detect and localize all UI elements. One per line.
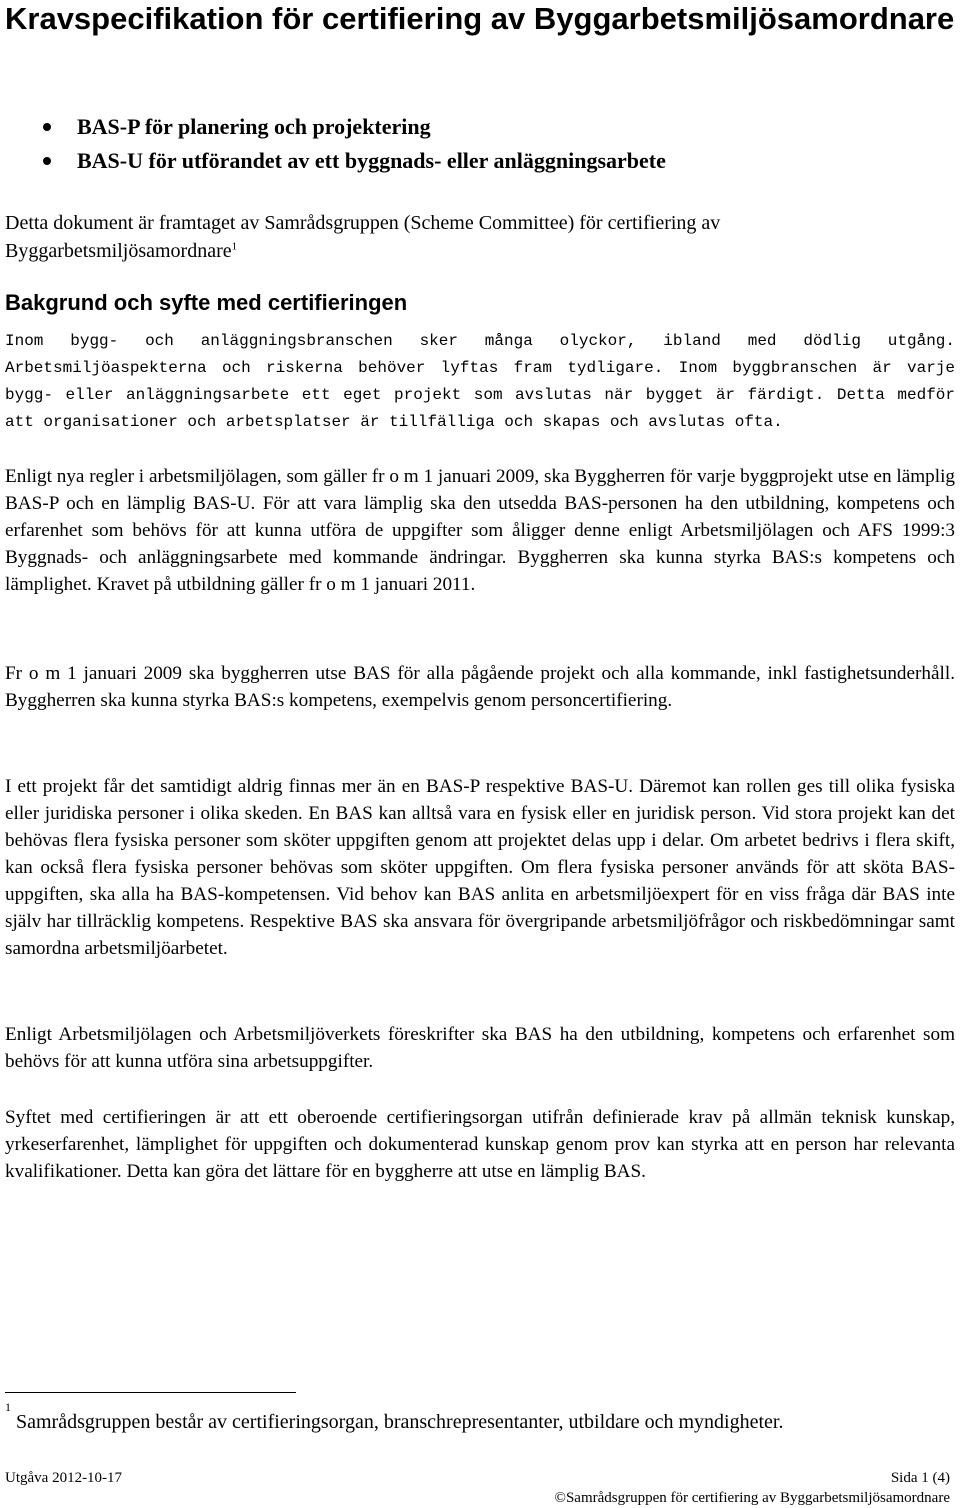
footer-edition: Utgåva 2012-10-17 — [5, 1470, 123, 1486]
document-title: Kravspecifikation för certifiering av Byggarbetsmiljösamordnare — [5, 1, 955, 36]
bullet-item-label: BAS-P för planering och projektering — [77, 114, 431, 139]
footnote — [5, 1400, 960, 1436]
footer-copyright: ©Samrådsgruppen för certifiering av Byggarbetsmiljösamordnare — [554, 1490, 950, 1506]
intro-text: Detta dokument är framtaget av Samrådsgruppen (Scheme Committee) för certifiering av Byggarbetsmiljösamordnare — [5, 212, 721, 262]
footnote-text: Samrådsgruppen består av certifieringsorgan, branschrepresentanter, utbildare och myndigheter. — [16, 1411, 784, 1433]
footnote-number: 1 — [5, 1400, 11, 1415]
bullet-item-bas-p — [5, 110, 955, 144]
paragraph-requirements: Enligt Arbetsmiljölagen och Arbetsmiljöverkets föreskrifter ska BAS ha den utbildning, kompetens och erfarenhet som behövs för att kunna utföra sina arbetsuppgifter. — [5, 1024, 955, 1072]
footnote-separator — [5, 1392, 296, 1393]
paragraph-appointment: Fr o m 1 januari 2009 ska byggherren utse BAS för alla pågående projekt och alla kommande, inkl fastighetsunderhåll. Byggherren ska kunna styrka BAS:s kompetens, exempelvis genom personcertifiering. — [5, 663, 955, 711]
paragraph-new-rules: Enligt nya regler i arbetsmiljölagen, som gäller fr o m 1 januari 2009, ska Byggherren för varje byggprojekt utse en lämplig BAS-P och en lämplig BAS-U. För att vara lämplig ska den utsedda BAS-personen ha den utbildning, kompetens och erfarenhet som behövs för att kunna utföra de uppgifter som åligger denne enligt Arbetsmiljölagen och AFS 1999:3 Byggnads- och anläggningsarbete med kommande ändringar. Byggherren ska kunna styrka BAS:s kompetens och lämplighet. Kravet på utbildning gäller fr o m 1 januari 2011. — [5, 466, 955, 595]
bullet-dot-icon — [43, 123, 51, 131]
role-bullet-list — [5, 110, 955, 178]
footnote-reference: 1 — [231, 240, 238, 253]
page-number: Sida 1 (4) — [890, 1470, 950, 1486]
bullet-item-bas-u — [5, 144, 955, 178]
footer-right — [555, 1468, 950, 1508]
paragraph-background: Inom bygg- och anläggningsbranschen sker många olyckor, ibland med dödlig utgång. Arbetsmiljöaspekterna och riskerna behöver lyftas fram tydligare. Inom byggbranschen är varje bygg- eller anläggningsarbete ett eget projekt som avslutas när bygget är färdigt. Detta medför att organisationer och arbetsplatser är tillfälliga och skapas och avslutas ofta. — [5, 332, 955, 431]
bullet-dot-icon — [43, 157, 51, 165]
paragraph-roles: I ett projekt får det samtidigt aldrig finnas mer än en BAS-P respektive BAS-U. Däremot kan rollen ges till olika fysiska eller juridiska personer i olika skeden. En BAS kan alltså vara en fysisk eller en juridisk person. Vid stora projekt kan det behövas flera fysiska personer som sköter uppgiften genom att projektet delas upp i delar. Om arbetet bedrivs i flera skift, kan också flera fysiska personer behövas som sköter uppgiften. Om flera fysiska personer används för att sköta BAS-uppgiften, ska alla ha BAS-kompetensen. Vid behov kan BAS anlita en arbetsmiljöexpert för en viss fråga där BAS inte själv har tillräcklig kompetens. Respektive BAS ska ansvara för övergripande arbetsmiljöfrågor och riskbedömningar samt samordna arbetsmiljöarbetet. — [5, 776, 955, 959]
intro-paragraph — [5, 209, 955, 265]
section-heading: Bakgrund och syfte med certifieringen — [5, 290, 408, 315]
bullet-item-label: BAS-U för utförandet av ett byggnads- eller anläggningsarbete — [77, 148, 666, 173]
paragraph-purpose: Syftet med certifieringen är att ett oberoende certifieringsorgan utifrån definierade krav på allmän teknisk kunskap, yrkeserfarenhet, lämplighet för uppgiften och dokumenterad kunskap genom prov kan styrka att en person har relevanta kvalifikationer. Detta kan göra det lättare för en byggherre att utse en lämplig BAS. — [5, 1107, 955, 1182]
